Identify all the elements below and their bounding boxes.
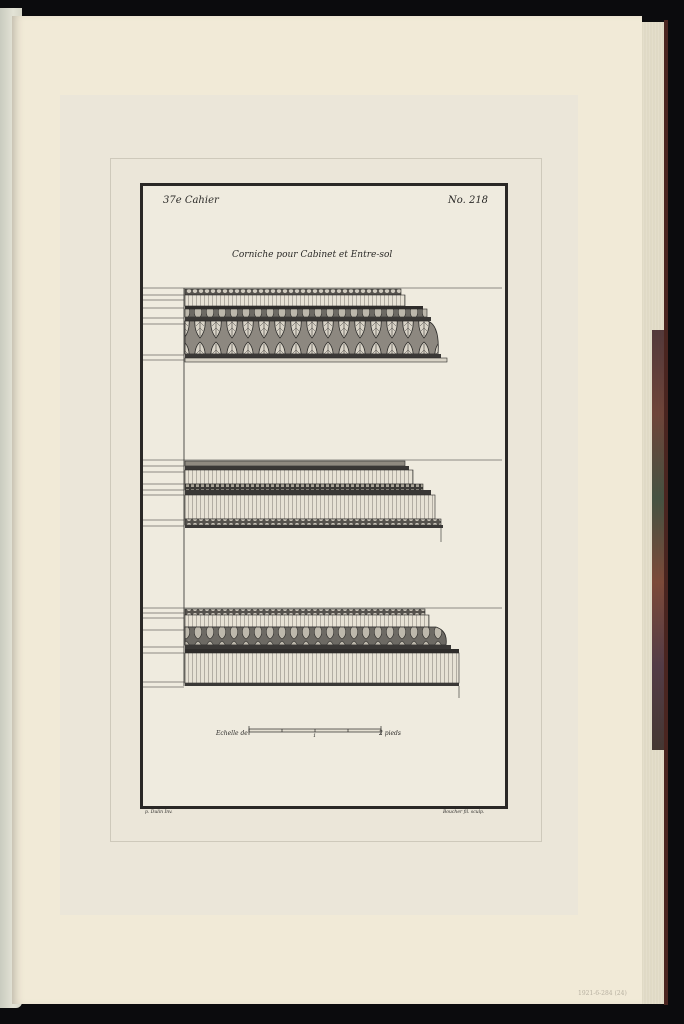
cornice-profile-1 — [143, 289, 447, 362]
cornice-profile-3 — [143, 609, 459, 698]
plate-title: Corniche pour Cabinet et Entre-sol — [232, 250, 393, 260]
plate-number: No. 218 — [448, 195, 489, 206]
cahier-label: 37e Cahier — [163, 195, 219, 206]
cornice-profile-2 — [143, 461, 443, 542]
designer-credit: p. Dulin Inv. — [145, 810, 173, 815]
inventory-stamp: 1921-6-284 (24) — [578, 990, 627, 997]
engraver-credit: Boucher fil. sculp. — [443, 810, 485, 815]
scale-label: Echelle de — [216, 730, 248, 737]
scale-end-label: 2 pieds — [379, 730, 401, 737]
scale-mid-number: 1 — [313, 733, 317, 739]
